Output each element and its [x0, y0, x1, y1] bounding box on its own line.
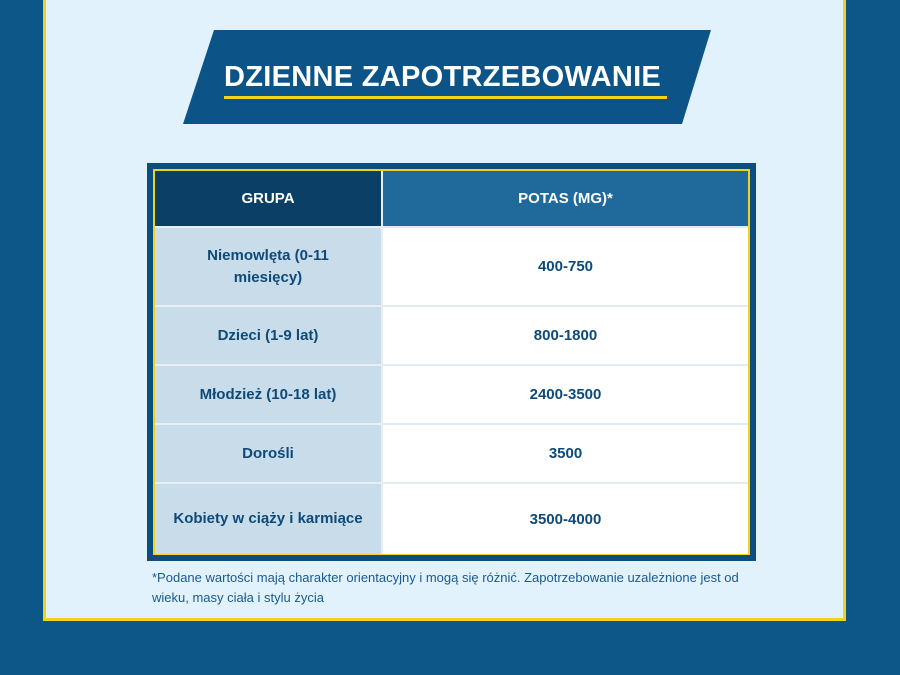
potassium-table: [155, 171, 748, 554]
value-cell: 800-1800: [382, 306, 748, 365]
table-row: [155, 306, 748, 365]
group-cell: Młodzież (10-18 lat): [155, 365, 382, 424]
group-cell: Dzieci (1-9 lat): [155, 306, 382, 365]
value-cell: 2400-3500: [382, 365, 748, 424]
column-header-potassium: POTAS (MG)*: [382, 171, 748, 227]
column-header-group: GRUPA: [155, 171, 382, 227]
table-row: [155, 365, 748, 424]
table-row: [155, 483, 748, 554]
group-cell: Kobiety w ciąży i karmiące: [155, 483, 382, 554]
table-row: [155, 424, 748, 483]
value-cell: 3500: [382, 424, 748, 483]
table-header-row: [155, 171, 748, 227]
title-underline: [224, 96, 667, 99]
group-cell: Niemowlęta (0-11 miesięcy): [155, 227, 382, 306]
value-cell: 3500-4000: [382, 483, 748, 554]
footnote: *Podane wartości mają charakter orientacyjny i mogą się różnić. Zapotrzebowanie uzależnione jest od wieku, masy ciała i stylu życia: [152, 570, 739, 605]
page-title: DZIENNE ZAPOTRZEBOWANIE: [224, 61, 662, 93]
group-cell: Dorośli: [155, 424, 382, 483]
table-row: [155, 227, 748, 306]
value-cell: 400-750: [382, 227, 748, 306]
